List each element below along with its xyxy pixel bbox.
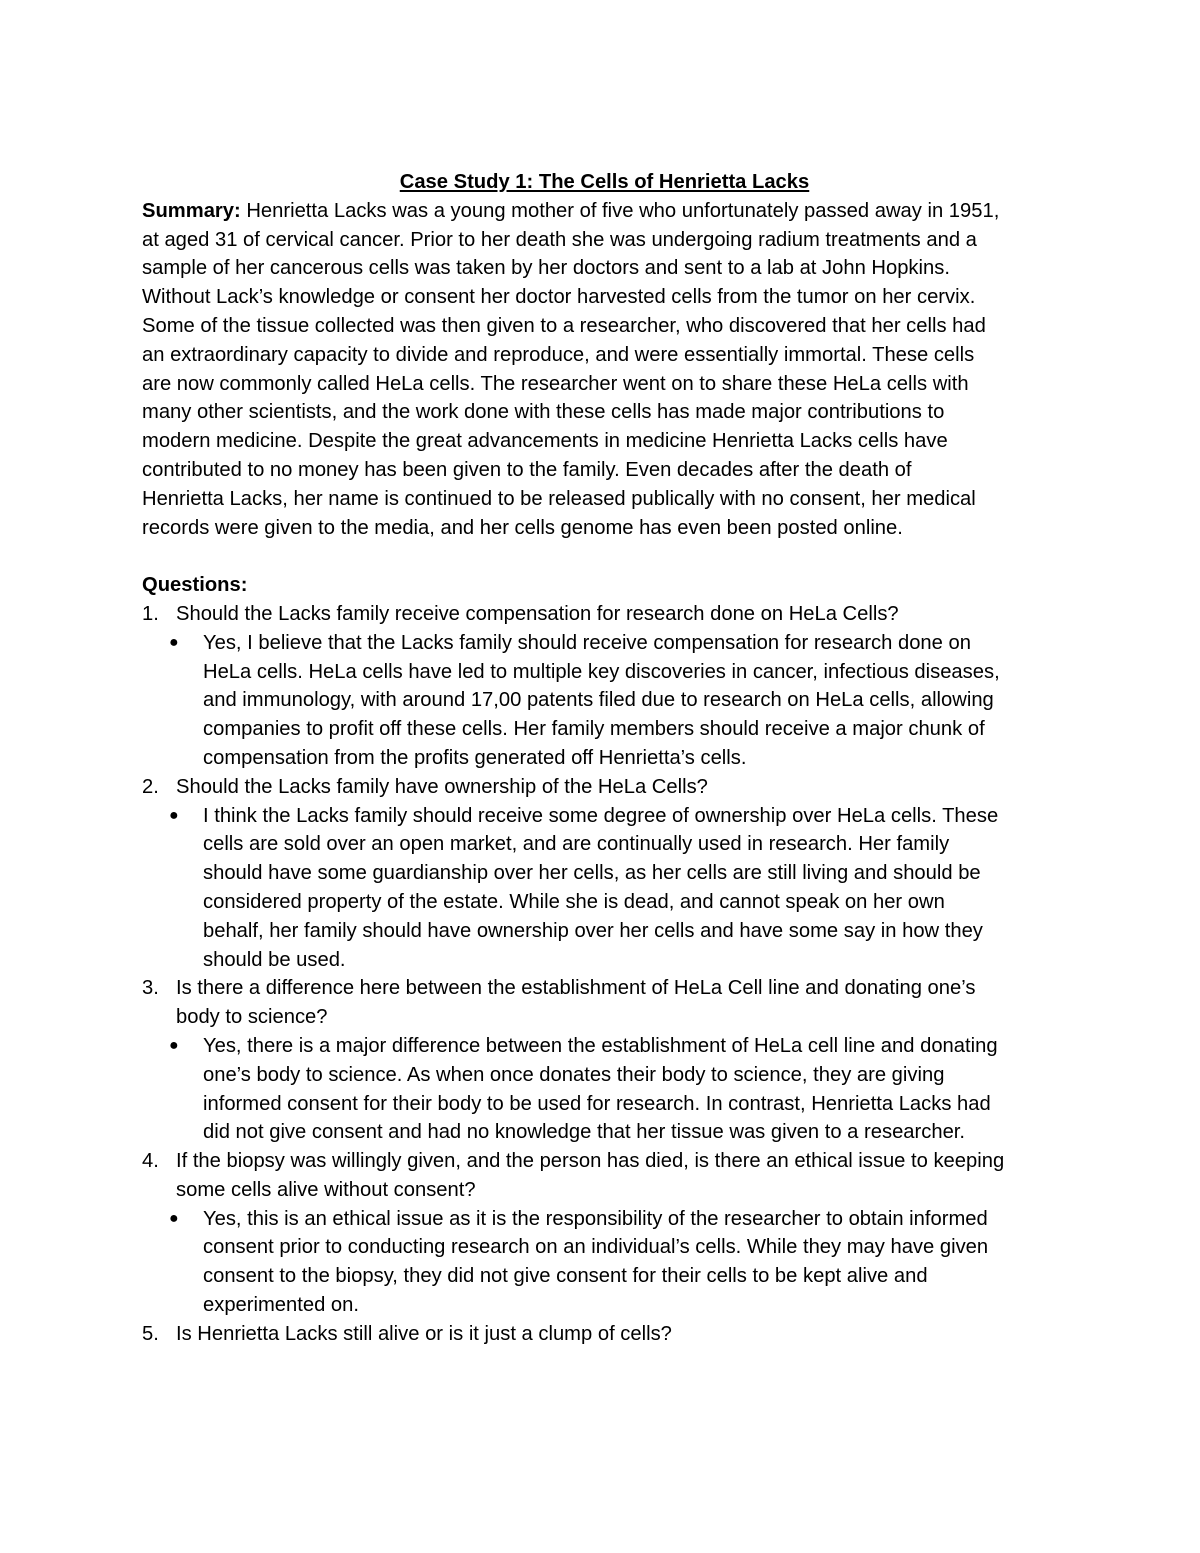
answer-bullet bbox=[142, 802, 1067, 975]
answer-line: one’s body to science. As when once donates their body to science, they are giving bbox=[203, 1063, 945, 1086]
question-number: 3. bbox=[142, 977, 159, 1000]
answer-line: behalf, her family should have ownership over her cells and have some say in how they bbox=[203, 919, 983, 942]
question-text: body to science? bbox=[176, 1006, 328, 1029]
answer-line: did not give consent and had no knowledge that her tissue was given to a researcher. bbox=[203, 1121, 966, 1144]
question-item bbox=[142, 1320, 1067, 1349]
summary-line: Henrietta Lacks, her name is continued to be released publically with no consent, her medical bbox=[142, 487, 976, 510]
question-text: Is there a difference here between the establishment of HeLa Cell line and donating one’s bbox=[176, 977, 976, 1000]
summary-line: records were given to the media, and her cells genome has even been posted online. bbox=[142, 516, 903, 539]
answer-line: should have some guardianship over her cells, as her cells are still living and should be bbox=[203, 862, 981, 885]
summary-line: Without Lack’s knowledge or consent her doctor harvested cells from the tumor on her cervix. bbox=[142, 286, 976, 309]
question-text: If the biopsy was willingly given, and the person has died, is there an ethical issue to keeping bbox=[176, 1150, 1005, 1173]
answer-line: I think the Lacks family should receive some degree of ownership over HeLa cells. These bbox=[203, 804, 999, 827]
answer-line: consent prior to conducting research on an individual’s cells. While they may have given bbox=[203, 1236, 989, 1259]
summary-label: Summary: bbox=[142, 199, 241, 222]
answer-bullet bbox=[142, 1032, 1067, 1147]
question-item bbox=[142, 1147, 1067, 1320]
answer-line: informed consent for their body to be used for research. In contrast, Henrietta Lacks had bbox=[203, 1092, 991, 1115]
answer-line: considered property of the estate. While she is dead, and cannot speak on her own bbox=[203, 890, 945, 913]
answer-line: Yes, this is an ethical issue as it is the responsibility of the researcher to obtain informed bbox=[203, 1207, 988, 1230]
document-page bbox=[142, 168, 1067, 1349]
answer-line: Yes, I believe that the Lacks family should receive compensation for research done on bbox=[203, 631, 971, 654]
summary-line: many other scientists, and the work done with these cells has made major contributions to bbox=[142, 401, 945, 424]
paragraph-gap bbox=[142, 542, 1067, 571]
question-number: 1. bbox=[142, 602, 159, 625]
question-number: 5. bbox=[142, 1322, 159, 1345]
bullet-icon: ● bbox=[169, 1209, 179, 1227]
question-item bbox=[142, 600, 1067, 773]
bullet-icon: ● bbox=[169, 806, 179, 824]
document-title: Case Study 1: The Cells of Henrietta Lacks bbox=[399, 171, 810, 193]
summary-line: sample of her cancerous cells was taken by her doctors and sent to a lab at John Hopkins. bbox=[142, 257, 950, 280]
summary-paragraph bbox=[142, 197, 1067, 543]
questions-list bbox=[142, 600, 1067, 1349]
answer-line: and immunology, with around 17,00 patents filed due to research on HeLa cells, allowing bbox=[203, 689, 994, 712]
answer-line: experimented on. bbox=[203, 1294, 359, 1317]
summary-line: contributed to no money has been given to the family. Even decades after the death of bbox=[142, 458, 912, 481]
summary-line: an extraordinary capacity to divide and reproduce, and were essentially immortal. These cells bbox=[142, 343, 975, 366]
summary-line: Some of the tissue collected was then given to a researcher, who discovered that her cells had bbox=[142, 314, 986, 337]
answer-line: cells are sold over an open market, and are continually used in research. Her family bbox=[203, 833, 950, 856]
question-text: Should the Lacks family have ownership of the HeLa Cells? bbox=[176, 775, 708, 798]
summary-line: modern medicine. Despite the great advancements in medicine Henrietta Lacks cells have bbox=[142, 430, 948, 453]
answer-bullet bbox=[142, 629, 1067, 773]
summary-line: are now commonly called HeLa cells. The researcher went on to share these HeLa cells with bbox=[142, 372, 969, 395]
bullet-icon: ● bbox=[169, 1036, 179, 1054]
question-number: 4. bbox=[142, 1150, 159, 1173]
answer-line: companies to profit off these cells. Her family members should receive a major chunk of bbox=[203, 718, 985, 741]
answer-line: Yes, there is a major difference between the establishment of HeLa cell line and donating bbox=[203, 1034, 998, 1057]
bullet-icon: ● bbox=[169, 633, 179, 651]
question-item bbox=[142, 974, 1067, 1147]
question-number: 2. bbox=[142, 775, 159, 798]
answer-line: should be used. bbox=[203, 948, 346, 971]
questions-heading: Questions: bbox=[142, 574, 248, 597]
question-text: Is Henrietta Lacks still alive or is it just a clump of cells? bbox=[176, 1322, 672, 1345]
question-text: Should the Lacks family receive compensation for research done on HeLa Cells? bbox=[176, 602, 899, 625]
summary-line: Summary: Henrietta Lacks was a young mother of five who unfortunately passed away in 1951, bbox=[142, 199, 1000, 222]
summary-line: at aged 31 of cervical cancer. Prior to her death she was undergoing radium treatments and a bbox=[142, 228, 977, 251]
question-item bbox=[142, 773, 1067, 975]
answer-line: compensation from the profits generated off Henrietta’s cells. bbox=[203, 746, 747, 769]
answer-bullet bbox=[142, 1205, 1067, 1320]
answer-line: HeLa cells. HeLa cells have led to multiple key discoveries in cancer, infectious diseases, bbox=[203, 660, 1000, 683]
question-text: some cells alive without consent? bbox=[176, 1178, 476, 1201]
answer-line: consent to the biopsy, they did not give consent for their cells to be kept alive and bbox=[203, 1265, 928, 1288]
